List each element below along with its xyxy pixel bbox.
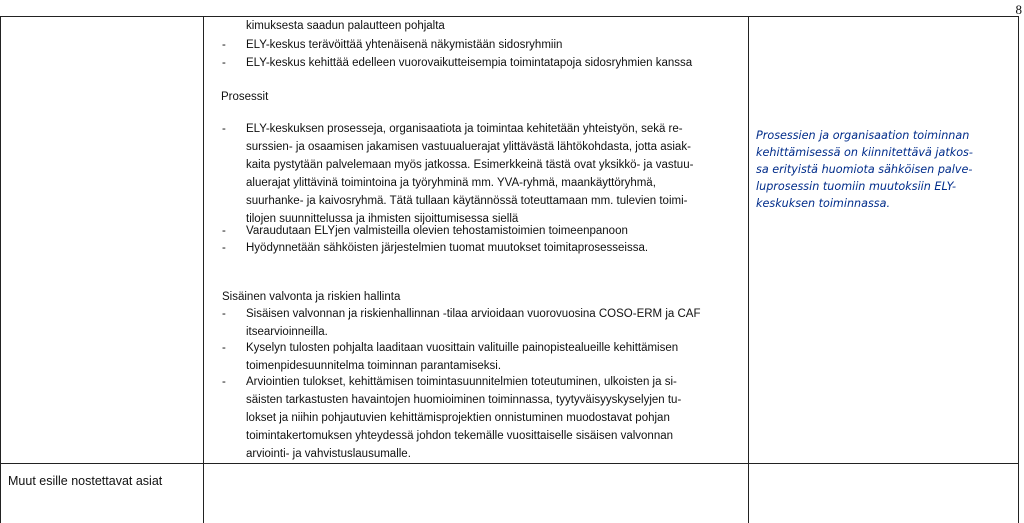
bullet-dash: - [222,342,226,354]
bullet-text: Varaudutaan ELYjen valmisteilla olevien tehostamistoimien toimeenpanoon [246,225,628,237]
bullet-dash: - [222,376,226,388]
bullet-text: Hyödynnetään sähköisten järjestelmien tuomat muutokset toimitaprosesseissa. [246,242,649,254]
bullet-text-line: aluerajat ylittävinä toimintoina ja työryhminä mm. YVA-ryhmä, maankäyttöryhmä, [246,177,656,189]
page-number: 8 [1015,2,1022,17]
note-line: luprosessin tuomiin muutoksiin ELY- [756,180,956,193]
column-divider-2 [748,16,749,523]
column-divider-left [0,16,1,523]
bullet-dash: - [222,242,226,254]
bullet-text-line: kaita pystytään palvelemaan myös jatkossa. Esimerkkeinä tästä ovat yksikkö- ja vastuu- [246,159,694,171]
bullet-item [222,239,649,257]
bullet-dash: - [222,39,226,51]
bullet-item [222,54,693,72]
bullet-item [222,339,679,375]
row-divider [0,463,1018,464]
bullet-text-line: arviointi- ja vahvistuslausumalle. [246,448,411,460]
bullet-text-line: surssien- ja osaamisen jakamisen vastuualuerajat ylittävästä lähtökohdasta, jotta asiak- [246,141,691,153]
bullet-item [222,222,628,240]
bullet-dash: - [222,57,226,69]
bullet-text-line: toimintakertomuksen yhteydessä johdon tekemälle vuosittaiselle sisäisen valvonnan [246,430,674,442]
note-line: keskuksen toiminnassa. [756,197,891,210]
bullet-dash: - [222,225,226,237]
bullet-dash: - [222,123,226,135]
column-divider-right [1018,16,1019,523]
note-line: kehittämisessä on kiinnitettävä jatkos- [756,146,973,159]
table-top-border [0,16,1018,17]
bullet-text-line: Kyselyn tulosten pohjalta laaditaan vuosittain valituille painopistealueille kehittämisen [246,342,679,354]
bullet-text: ELY-keskus terävöittää yhtenäisenä näkymistään sidosryhmiin [246,39,563,51]
bullet-text-line: toimenpidesuunnitelma toiminnan parantamiseksi. [246,360,502,372]
bullet-text-line: suurhanke- ja kaivosryhmä. Tätä tullaan käytännössä toteuttamaan mm. tulevien toimi- [246,195,688,207]
bullet-item [222,373,682,463]
bullet-text-line: Sisäisen valvonnan ja riskienhallinnan -tilaa arvioidaan vuorovuosina COSO-ERM ja CAF [246,308,701,320]
bullet-text-line: ELY-keskuksen prosesseja, organisaatiota ja toimintaa kehitetään yhteistyön, sekä re- [246,123,683,135]
bullet-text-line: lokset ja niihin pohjautuvien kehittämisprojektien onnistuminen muodostavat pohjan [246,412,670,424]
handwritten-note [756,127,988,212]
note-line: Prosessien ja organisaation toiminnan [756,129,970,142]
section-heading-processes: Prosessit [221,91,269,103]
continuation-line: kimuksesta saadun palautteen pohjalta [246,20,445,32]
bullet-item [222,120,694,228]
bullet-text-line: tilojen suunnittelussa ja ihmisten sijoittumisessa siellä [246,213,519,225]
bullet-text-line: säisten tarkastusten havaintojen huomioiminen toiminnassa, tyytyväisyyskyselyjen tu- [246,394,682,406]
column-divider-1 [203,16,204,523]
bullet-text-line: Arviointien tulokset, kehittämisen toimintasuunnitelmien toteutuminen, ulkoisten ja si- [246,376,677,388]
row-label-other-matters: Muut esille nostettavat asiat [8,474,163,488]
note-line: sa erityistä huomiota sähköisen palve- [756,163,973,176]
section-heading-internal-control: Sisäinen valvonta ja riskien hallinta [222,291,401,303]
bullet-text: ELY-keskus kehittää edelleen vuorovaikutteisempia toimintatapoja sidosryhmien kanssa [246,57,693,69]
bullet-text-line: itsearvioinneilla. [246,326,328,338]
bullet-dash: - [222,308,226,320]
bullet-item [222,36,563,54]
bullet-item [222,305,701,341]
